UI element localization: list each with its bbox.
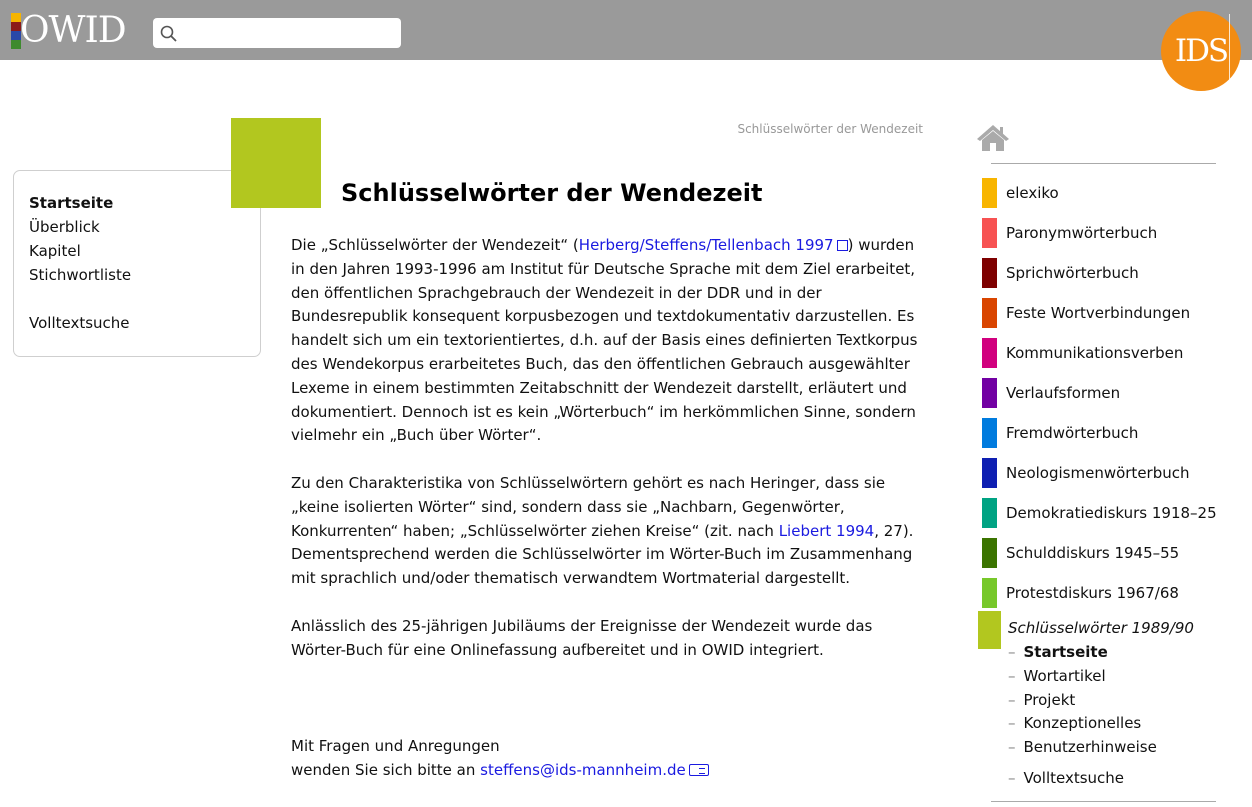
ids-logo-line <box>1229 14 1230 84</box>
ids-logo[interactable]: IDS <box>1161 11 1241 91</box>
color-swatch <box>982 418 997 448</box>
color-swatch <box>982 218 997 248</box>
breadcrumb: Schlüsselwörter der Wendezeit <box>737 122 923 136</box>
right-subnav-projekt[interactable]: – Projekt <box>1008 690 1076 709</box>
paragraph-2: Zu den Charakteristika von Schlüsselwörtern gehört es nach Heringer, dass sie „keine isolierten Wörter“ sind, sondern dass sie „Nachbarn, Gegenwörter, Konkurrenten“ haben; „Schlüsselwörter ziehen Kreise“ (zit. nach Liebert 1994, 27). Dementsprechend werden die Schlüsselwörter im Wörter-Buch im Zusammenhang mit sprachlich und/oder thematisch verwandtem Wortmaterial dargestellt. <box>291 473 914 588</box>
color-swatch <box>982 578 997 608</box>
color-swatch <box>982 258 997 288</box>
contact-line-1: Mit Fragen und Anregungen <box>291 737 500 755</box>
right-nav-demokratiediskurs[interactable]: Demokratiediskurs 1918–25 <box>982 493 1217 533</box>
right-nav-schulddiskurs[interactable]: Schulddiskurs 1945–55 <box>982 533 1217 573</box>
logo-text: OWID <box>20 10 126 51</box>
right-nav-divider-bottom <box>991 801 1216 802</box>
email-link[interactable]: steffens@ids-mannheim.de <box>480 761 709 779</box>
search-box[interactable] <box>153 18 401 48</box>
right-nav-verlaufsformen[interactable]: Verlaufsformen <box>982 373 1217 413</box>
search-icon <box>159 24 179 44</box>
paragraph-1: Die „Schlüsselwörter der Wendezeit“ (Herberg/Steffens/Tellenbach 1997 ) wurden in den Jahren 1993-1996 am Institut für Deutsche Sprache mit dem Ziel erarbeitet, den öffentlichen Sprachgebrauch der Wendezeit in der DDR und in der Bundesrepublik konsequent korpusbezogen und textdokumentativ darzustellen. Es handelt sich um ein textorientiertes, d.h. auf der Basis eines definierten Textkorpus des Wendekorpus erarbeitetes Buch, das den öffentlichen Gebrauch ausgewählter Lexeme in einem bestimmten Zeitabschnitt der Wendezeit darstellt, erläutert und dokumentiert. Dennoch ist es kein „Wörterbuch“ im herkömmlichen Sinne, sondern vielmehr ein „Buch über Wörter“. <box>291 236 918 445</box>
home-button[interactable] <box>976 124 1010 156</box>
right-nav-elexiko[interactable]: elexiko <box>982 173 1217 213</box>
liebert-link[interactable]: Liebert 1994 <box>778 521 875 540</box>
color-swatch <box>982 458 997 488</box>
right-subnav-volltextsuche[interactable]: – Volltextsuche <box>1008 768 1125 787</box>
section-color-square <box>231 118 321 208</box>
right-subnav <box>1008 641 1157 791</box>
color-swatch <box>982 298 997 328</box>
herberg-link[interactable]: Herberg/Steffens/Tellenbach 1997 <box>579 236 848 254</box>
color-swatch <box>982 538 997 568</box>
right-subnav-wortartikel[interactable]: – Wortartikel <box>1008 666 1106 685</box>
color-swatch <box>982 338 997 368</box>
right-nav-fremdwoerterbuch[interactable]: Fremdwörterbuch <box>982 413 1217 453</box>
right-subnav-konzeptionelles[interactable]: – Konzeptionelles <box>1008 714 1142 733</box>
left-nav-ueberblick[interactable]: Überblick <box>29 218 100 236</box>
right-nav-divider-top <box>991 163 1216 164</box>
mail-icon <box>689 764 709 776</box>
left-nav-kapitel[interactable]: Kapitel <box>29 242 81 260</box>
color-swatch <box>982 378 997 408</box>
right-subnav-benutzerhinweise[interactable]: – Benutzerhinweise <box>1008 738 1157 757</box>
right-nav-feste-wortverbindungen[interactable]: Feste Wortverbindungen <box>982 293 1217 333</box>
color-swatch <box>982 178 997 208</box>
left-nav-volltextsuche[interactable]: Volltextsuche <box>29 314 130 332</box>
right-nav-protestdiskurs[interactable]: Protestdiskurs 1967/68 <box>982 573 1217 613</box>
right-nav-sprichwoerterbuch[interactable]: Sprichwörterbuch <box>982 253 1217 293</box>
paragraph-3: Anlässlich des 25-jährigen Jubiläums der Ereignisse der Wendezeit wurde das Wörter-Buch für eine Onlinefassung aufbereitet und in OWID integriert. <box>291 616 873 659</box>
left-nav-startseite[interactable]: Startseite <box>29 194 114 212</box>
left-nav <box>13 170 261 357</box>
color-swatch <box>978 611 1001 649</box>
contact-line-2: wenden Sie sich bitte an steffens@ids-mannheim.de <box>291 758 709 782</box>
right-nav <box>982 173 1217 613</box>
contact-block <box>291 734 709 782</box>
main-content <box>291 234 931 686</box>
owid-logo[interactable] <box>11 10 126 51</box>
right-subnav-startseite[interactable]: – Startseite <box>1008 643 1108 661</box>
right-nav-paronymwoerterbuch[interactable]: Paronymwörterbuch <box>982 213 1217 253</box>
left-nav-stichwortliste[interactable]: Stichwortliste <box>29 266 132 284</box>
external-link-icon <box>837 240 848 251</box>
top-bar <box>0 0 1252 60</box>
right-nav-neologismenwoerterbuch[interactable]: Neologismenwörterbuch <box>982 453 1217 493</box>
home-icon <box>976 124 1010 152</box>
right-nav-kommunikationsverben[interactable]: Kommunikationsverben <box>982 333 1217 373</box>
search-input[interactable] <box>183 21 395 45</box>
page-title: Schlüsselwörter der Wendezeit <box>341 179 763 207</box>
color-swatch <box>982 498 997 528</box>
